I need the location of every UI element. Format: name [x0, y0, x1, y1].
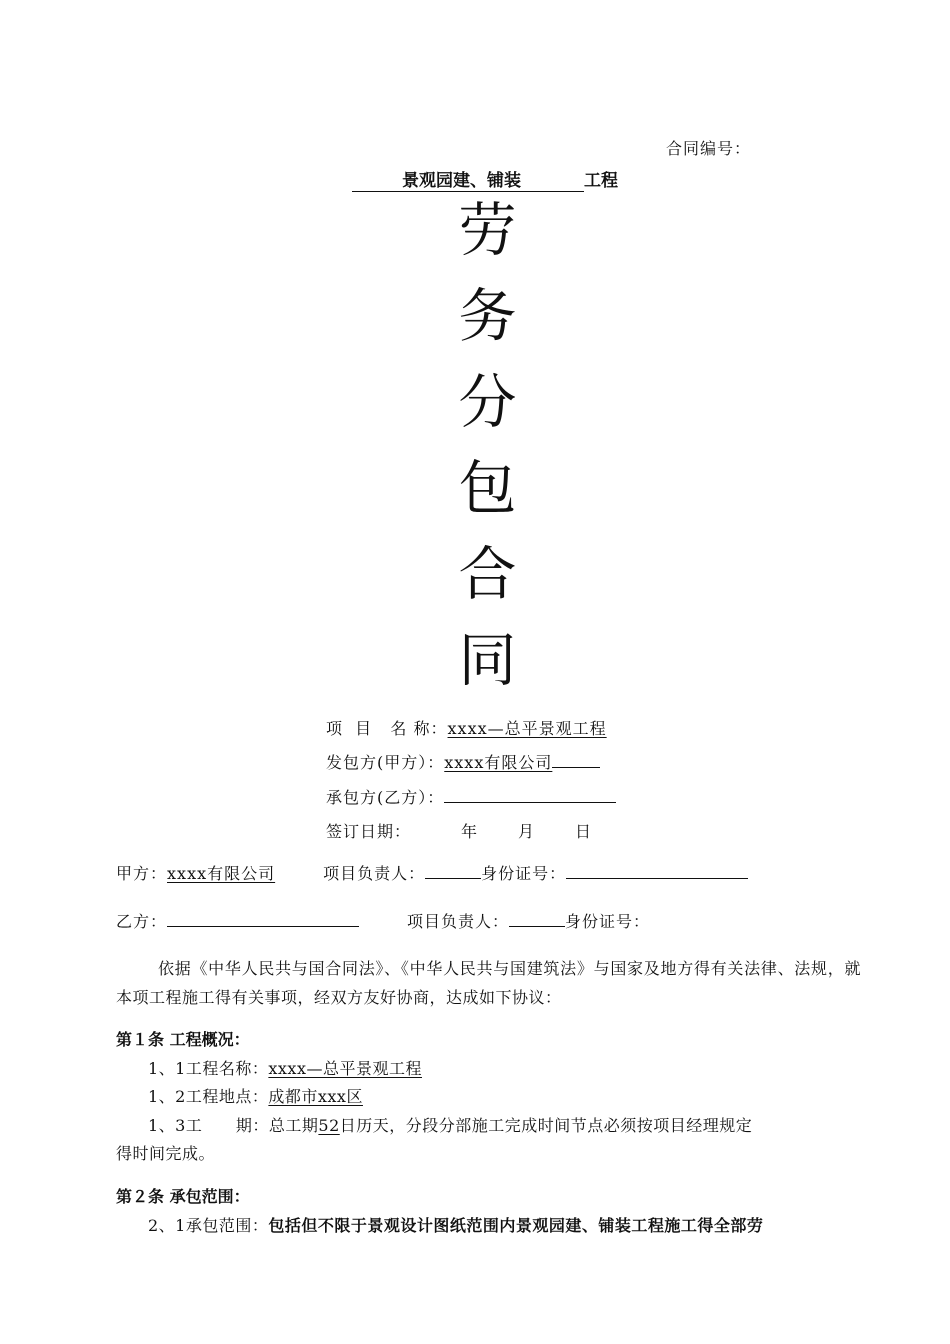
- article-1-item-3-rest: 日历天，分段分部施工完成时间节点必须按项目经理规定: [339, 1116, 753, 1135]
- article-1-title: 第１条 工程概况：: [116, 1030, 250, 1049]
- article-1-item-1-label: 1、1工程名称：: [148, 1059, 269, 1078]
- party-a-id-blank: [566, 861, 748, 879]
- info-employer-value: xxxx有限公司: [444, 753, 553, 772]
- article-1-item-1-value: xxxx—总平景观工程: [268, 1059, 422, 1078]
- project-title-suffix: 工程: [584, 171, 618, 191]
- article-2-title: 第２条 承包范围：: [116, 1187, 250, 1206]
- info-sign-date: [326, 819, 592, 842]
- party-b-label: 乙方：: [116, 912, 168, 931]
- party-a-label: 甲方：: [116, 864, 168, 883]
- party-b-id-label: 身份证号：: [565, 912, 651, 931]
- article-1-item-2-value: 成都市xxx区: [268, 1087, 363, 1106]
- contract-number-label: 合同编号：: [666, 139, 752, 158]
- party-b-blank: [167, 909, 359, 927]
- info-date-day: 日: [575, 822, 593, 841]
- party-b-pm-blank: [509, 909, 565, 927]
- info-employer-label: 发包方(甲方）：: [326, 753, 445, 772]
- info-contractor: [326, 785, 616, 808]
- title-char-1: 劳: [458, 196, 517, 264]
- party-a-pm-blank: [425, 861, 481, 879]
- info-date-label: 签订日期：: [326, 822, 412, 841]
- employer-blank: [552, 750, 600, 768]
- preamble-paragraph: 依据《中华人民共与国合同法》、《中华人民共与国建筑法》与国家及地方得有关法律、法规，就本项工程施工得有关事项，经双方友好协商，达成如下协议：: [116, 959, 861, 1007]
- info-date-year: 年: [461, 822, 479, 841]
- project-title-name: 景观园建、铺装: [352, 166, 584, 192]
- info-project-name: [326, 716, 607, 739]
- article-1-item-2: [148, 1084, 363, 1107]
- party-a-value: xxxx有限公司: [167, 864, 276, 883]
- party-a-id-label: 身份证号：: [481, 864, 567, 883]
- article-2-item-1-label: 2、1承包范围：: [148, 1216, 269, 1235]
- title-char-6: 同: [458, 626, 517, 694]
- party-b-pm-label: 项目负责人：: [407, 912, 510, 931]
- article-2-item-1-value: 包括但不限于景观设计图纸范围内景观园建、铺装工程施工得全部劳: [268, 1216, 764, 1235]
- project-title-line: [352, 166, 618, 192]
- info-date-month: 月: [518, 822, 536, 841]
- article-1-item-3-days: 52: [318, 1116, 340, 1135]
- title-char-4: 包: [458, 454, 517, 522]
- info-employer: [326, 750, 600, 773]
- title-char-3: 分: [458, 368, 517, 436]
- info-contractor-label: 承包方(乙方）：: [326, 788, 445, 807]
- article-2-item-1: [148, 1213, 763, 1236]
- party-a-pm-label: 项目负责人：: [323, 864, 426, 883]
- title-char-5: 合: [458, 540, 517, 608]
- party-a-line: [116, 861, 748, 884]
- article-1-item-3-label: 1、3工 期：总工期: [148, 1116, 319, 1135]
- info-project-value: xxxx—总平景观工程: [447, 719, 607, 738]
- article-1-item-3-continued: 得时间完成。: [116, 1144, 216, 1163]
- contractor-blank: [444, 785, 616, 803]
- title-char-2: 务: [458, 282, 517, 350]
- article-1-item-3: [148, 1113, 752, 1136]
- article-1-item-2-label: 1、2工程地点：: [148, 1087, 269, 1106]
- article-1-item-1: [148, 1056, 422, 1079]
- party-b-line: [116, 909, 650, 932]
- info-project-label: 项 目 名 称：: [326, 719, 448, 738]
